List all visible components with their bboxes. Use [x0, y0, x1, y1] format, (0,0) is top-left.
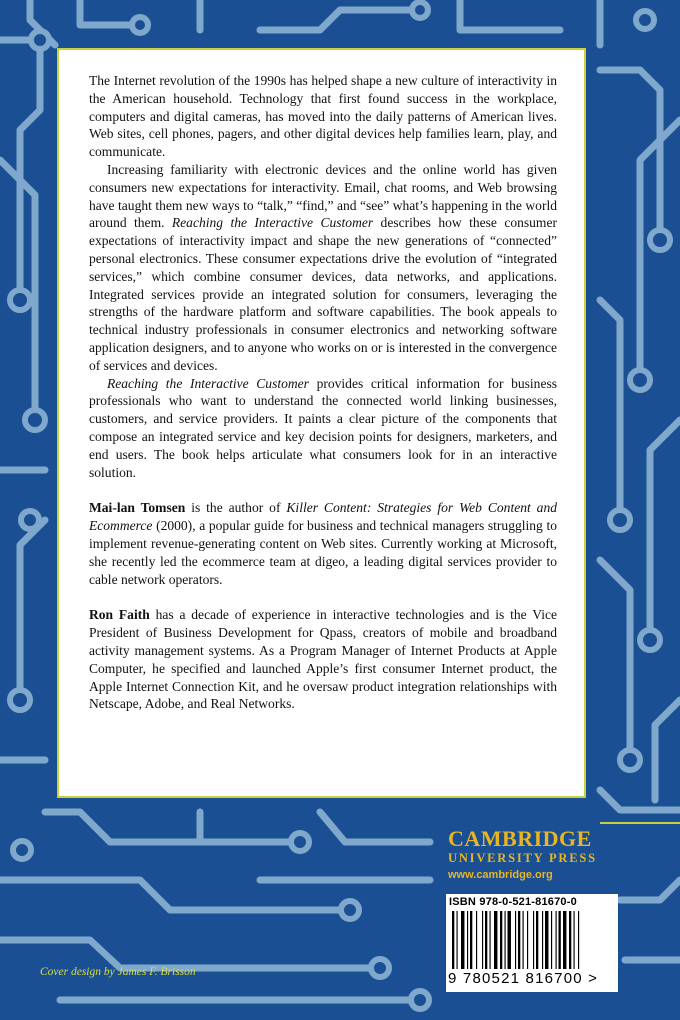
blurb-panel — [57, 48, 586, 798]
barcode-bars — [450, 911, 614, 969]
barcode-bar — [452, 911, 454, 969]
barcode-bar — [578, 911, 579, 969]
author-bio-faith: Ron Faith has a decade of experience in interactive technologies and is the Vice President of Business Development for Qpass, creators of mobile and broadband activity management systems. As a Program Manager of Internet Products at Apple Computer, he specified and launched Apple’s first consumer Internet product, the Apple Internet Connection Kit, and he oversaw product integration relationships with Netscape, Adobe, and Real Networks. — [89, 607, 557, 712]
blurb-paragraph-3: Reaching the Interactive Customer provides critical information for business professionals who want to understand the connected world linking businesses, customers, and service providers. It paints a clear picture of the components that compose an integrated service and key decision points for designers, marketers, and end users. The book helps articulate what consumers look for in an interactive solution. — [89, 375, 558, 480]
barcode-bar — [494, 911, 497, 969]
book-title: Reaching the Interactive Customer — [171, 215, 374, 231]
blurb-paragraph-1: The Internet revolution of the 1990s has helped shape a new culture of interactivity in the American household. Technology that first found success in the workplace, computers and digital cameras, has moved into the daily patterns of American lives. Web sites, cell phones, pagers, and other digital devices help families learn, play, and communicate. — [89, 73, 557, 160]
blurb-paragraph-2: Increasing familiarity with electronic devices and the online world has given consumers new expectations for interactivity. Email, chat rooms, and Web browsing have taught them new ways to “talk,” “find,” and “see” what’s happening in the world around them. Reaching the Interactive Customer describes how these consumer expectations of interactivity impact and shape the new generations of “connected” personal electronics. These consumer expectations drive the evolution of “integrated services,” which combine consumer devices, data networks, and applications. Integrated services provide an integrated solution for consumers, leveraging the strengths of the hardware platform and software capabilities. The book appeals to technical industry professionals in consumer electronics and networking software application designers, and to anyone who works on or is interested in the convergence of services and devices. — [89, 161, 557, 373]
publisher-name: CAMBRIDGE — [448, 826, 592, 851]
barcode-bar — [551, 911, 552, 969]
barcode-bar — [490, 911, 491, 969]
barcode-bar — [536, 911, 538, 969]
barcode-bar — [476, 911, 477, 969]
publisher-url: www.cambridge.org — [448, 869, 553, 881]
author-name: Mai-lan Tomsen — [89, 500, 186, 516]
barcode-bar — [457, 911, 458, 969]
barcode-bar — [556, 911, 557, 969]
barcode-bar — [515, 911, 516, 969]
barcode-bar — [542, 911, 543, 969]
accent-rule — [600, 822, 680, 824]
author-book-title: Killer Content: Strategies for Web Content and Ecommerce — [89, 500, 558, 534]
publisher-logo — [448, 828, 628, 882]
barcode-bar — [482, 911, 483, 969]
barcode-bar — [523, 911, 524, 969]
barcode-bar — [505, 911, 506, 969]
barcode-bar — [500, 911, 502, 969]
barcode-bar — [563, 911, 566, 969]
author-bio-tomsen: Mai-lan Tomsen is the author of Killer Content: Strategies for Web Content and Ecommerce (2000), a popular guide for business and technical managers struggling to implement revenue-generating content on Web sites. Currently working at Microsoft, she recently led the ecommerce team at digeo, a leading digital services provider to cable network operators. — [89, 500, 558, 587]
barcode-bar — [574, 911, 575, 969]
barcode-bar — [470, 911, 472, 969]
barcode-bar — [508, 911, 511, 969]
barcode-bar — [569, 911, 571, 969]
barcode-bar — [467, 911, 468, 969]
barcode-bar — [545, 911, 548, 969]
barcode-bar — [461, 911, 464, 969]
cover-design-credit: Cover design by James F. Brisson — [40, 966, 196, 978]
barcode-bar — [533, 911, 534, 969]
barcode-bar — [518, 911, 520, 969]
book-title: Reaching the Interactive Customer — [107, 375, 309, 391]
barcode-bar — [527, 911, 528, 969]
isbn-label: ISBN 978-0-521-81670-0 — [449, 896, 577, 908]
publisher-subtitle: UNIVERSITY PRESS — [448, 851, 597, 865]
barcode-bar — [559, 911, 561, 969]
isbn-barcode — [446, 894, 618, 992]
barcode-bar — [485, 911, 487, 969]
author-name: Ron Faith — [89, 607, 150, 623]
barcode-number: 9 780521 816700 > — [448, 970, 599, 987]
